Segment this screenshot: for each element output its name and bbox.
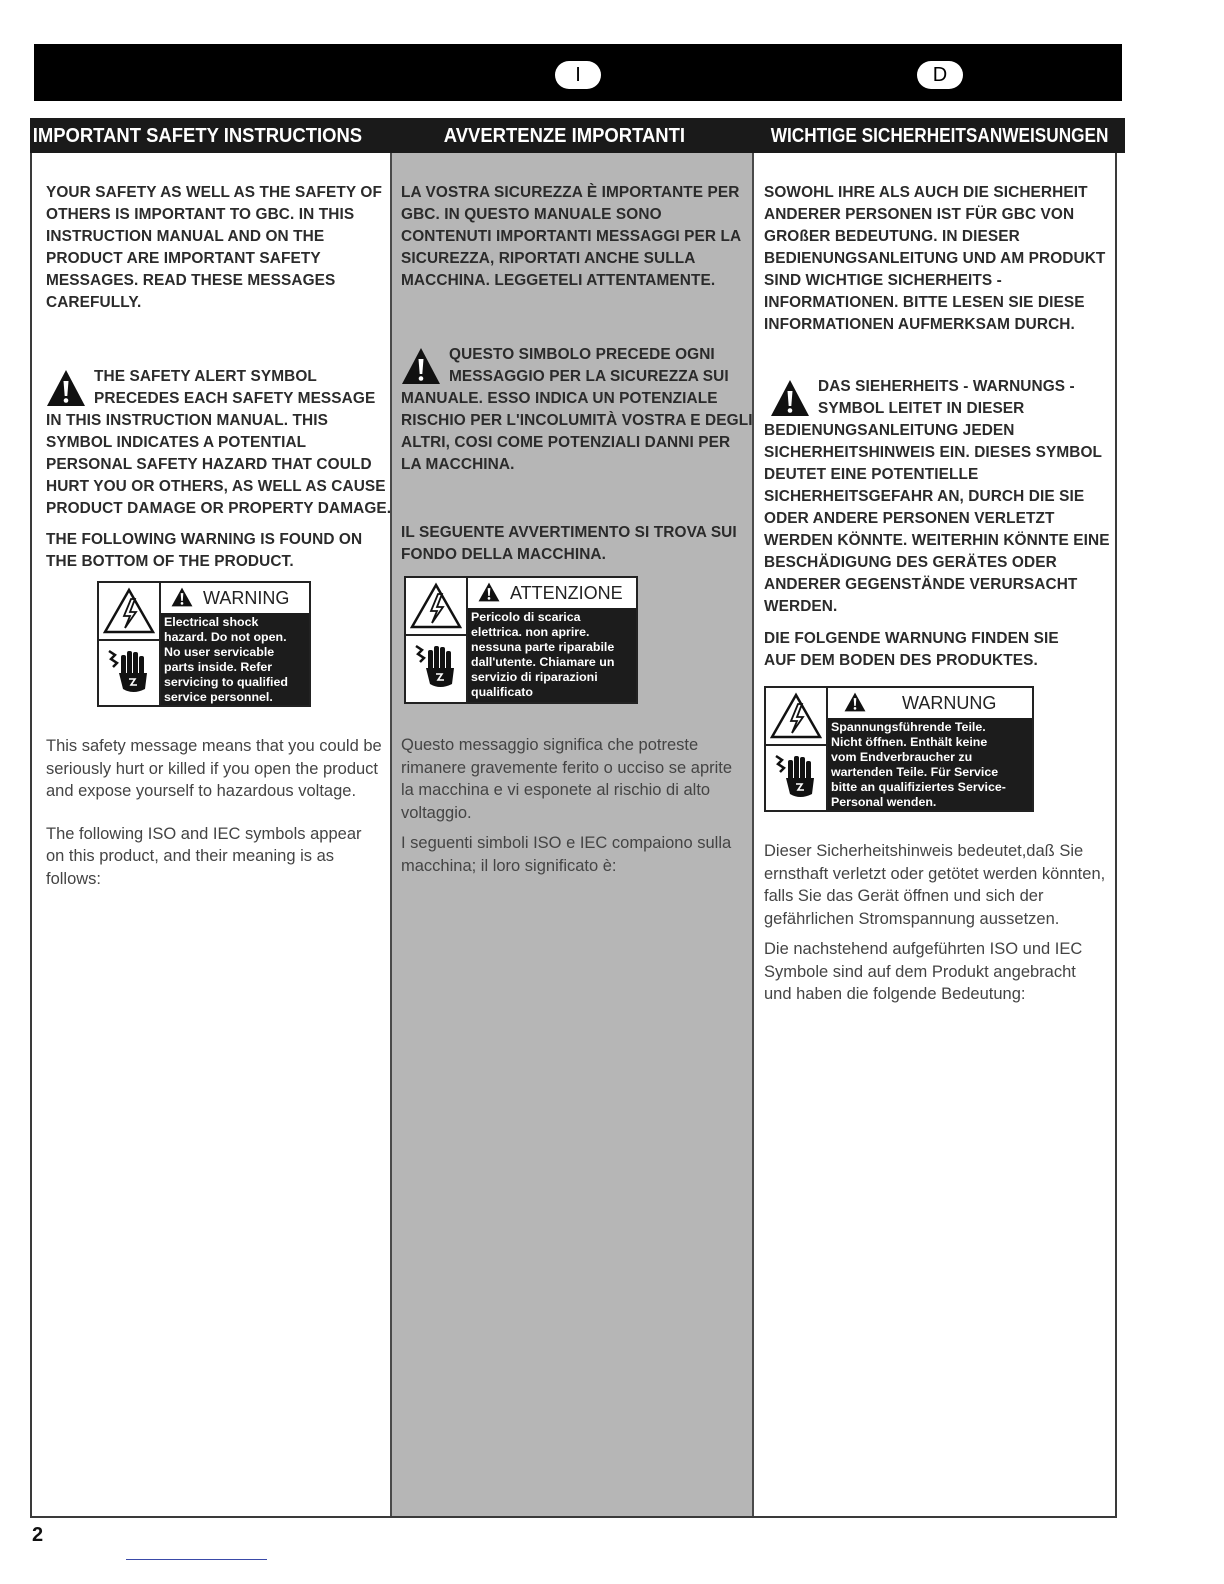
header-german: WICHTIGE SICHERHEITSANWEISUNGEN (770, 124, 1109, 147)
warning-line: parts inside. Refer (164, 660, 273, 674)
warning-title-text: ATTENZIONE (510, 583, 623, 603)
warning-title (161, 583, 309, 613)
warning-triangle-icon (844, 692, 866, 712)
hand-shock-icon (414, 640, 460, 692)
electric-shock-icon (103, 587, 155, 635)
italian-intro: LA VOSTRA SICUREZZA È IMPORTANTE PER GBC. IN QUESTO MANUALE SONO CONTENUTI IMPORTANTI MESSAGGI PER LA SICUREZZA, RIPORTATI ANCHE SULLA MACCHINA. LEGGETELI ATTENTAMENTE. (401, 184, 741, 289)
warning-message (828, 718, 1032, 810)
warning-triangle-icon (478, 582, 500, 602)
electric-shock-icon (410, 582, 462, 630)
warning-line: Nicht öffnen. Enthält keine (831, 735, 988, 749)
warning-line: Pericolo di scarica (471, 610, 581, 624)
warning-line: servizio di riparazioni (471, 670, 598, 684)
language-badge-german: D (917, 61, 963, 89)
language-badge-italian: I (555, 61, 601, 89)
hand-shock-icon (107, 645, 153, 697)
italian-alert-paragraph (401, 344, 753, 476)
warning-line: service personnel. (164, 690, 273, 704)
warning-line: bitte an qualifiziertes Service- (831, 780, 1006, 794)
warning-line: Electrical shock (164, 615, 259, 629)
english-alert-text: THE SAFETY ALERT SYMBOL PRECEDES EACH SAFETY MESSAGE IN THIS INSTRUCTION MANUAL. THIS SYMBOL INDICATES A POTENTIAL PERSONAL SAFETY HAZARD THAT COULD HURT YOU OR OTHERS, AS WELL AS CAUSE PRODUCT DAMAGE OR PROPERTY DAMAGE. (46, 368, 392, 517)
english-symbols-text: The following ISO and IEC symbols appear on this product, and their meaning is as follows: (46, 824, 362, 888)
german-alert-text: DAS SIEHERHEITS - WARNUNGS - SYMBOL LEITET IN DIESER BEDIENUNGSANLEITUNG JEDEN SICHERHEITSHINWEIS EIN. DIESES SYMBOL DEUTET EINE POTENTIELLE SICHERHEITSGEFAHR AN, DURCH DIE SIE ODER ANDERE PERSONEN VERLETZT WERDEN KÖNNTE. WEITERHIN KÖNNTE EINE BESCHÄDIGUNG DES GERÄTES ODER ANDERER GEGENSTÄNDE VERURSACHT WERDEN. (764, 378, 1110, 615)
warning-title (828, 688, 1032, 718)
warning-title (468, 578, 636, 608)
warning-line: qualificato (471, 685, 533, 699)
header-italian: AVVERTENZE IMPORTANTI (443, 124, 686, 147)
safety-alert-icon (770, 378, 810, 418)
warning-icons (766, 688, 828, 810)
hand-shock-icon (774, 750, 820, 802)
safety-alert-icon (46, 368, 86, 408)
warning-line: vom Endverbraucher zu (831, 750, 973, 764)
warning-icons (99, 583, 161, 705)
italian-meaning-text: Questo messaggio significa che potreste rimanere gravemente ferito o ucciso se aprite la macchina e vi esponete al rischio di alto voltaggio. (401, 736, 733, 822)
warning-title-text: WARNING (203, 588, 290, 608)
warning-line: dall'utente. Chiamare un (471, 655, 615, 669)
german-intro: SOWOHL IHRE ALS AUCH DIE SICHERHEIT ANDERER PERSONEN IST FÜR GBC VON GROßER BEDEUTUNG. IN DIESER BEDIENUNGSANLEITUNG UND AM PRODUKT SIND WICHTIGE SICHERHEITS - INFORMATIONEN. BITTE LESEN SIE DIESE INFORMATIONEN AUFMERKSAM DURCH. (764, 184, 1106, 333)
italian-following-text: IL SEGUENTE AVVERTIMENTO SI TROVA SUI FONDO DELLA MACCHINA. (401, 524, 737, 563)
warning-line: servicing to qualified (164, 675, 288, 689)
english-alert-paragraph (46, 366, 392, 520)
safety-alert-icon (401, 346, 441, 386)
german-symbols-text: Die nachstehend aufgeführten ISO und IEC Symbole sind auf dem Produkt angebracht und haben die folgende Bedeutung: (764, 940, 1083, 1003)
warning-line: wartenden Teile. Für Service (831, 765, 999, 779)
warning-message (468, 608, 636, 702)
english-intro: YOUR SAFETY AS WELL AS THE SAFETY OF OTHERS IS IMPORTANT TO GBC. IN THIS INSTRUCTION MANUAL AND ON THE PRODUCT ARE IMPORTANT SAFETY MESSAGES. READ THESE MESSAGES CAREFULLY. (46, 184, 382, 311)
german-warning-label (764, 686, 1034, 812)
warning-line: nessuna parte riparabile (471, 640, 615, 654)
english-following-text: THE FOLLOWING WARNING IS FOUND ON THE BOTTOM OF THE PRODUCT. (46, 531, 363, 570)
german-meaning-text: Dieser Sicherheitshinweis bedeutet,daß Sie ernsthaft verletzt oder getötet werden könnten, falls Sie das Gerät öffnen und sich der gefährlichen Stromspannung aussetzen. (764, 842, 1106, 928)
warning-title-text: WARNUNG (902, 693, 997, 713)
warning-line: hazard. Do not open. (164, 630, 287, 644)
footer-line (126, 1559, 267, 1560)
english-meaning-text: This safety message means that you could be seriously hurt or killed if you open the product and expose yourself to hazardous voltage. (46, 737, 382, 800)
english-warning-label (97, 581, 311, 707)
warning-icons (406, 578, 468, 702)
italian-column (401, 182, 753, 877)
english-column (46, 182, 392, 890)
section-headers (30, 118, 1125, 153)
header-english: IMPORTANT SAFETY INSTRUCTIONS (32, 124, 363, 147)
german-alert-paragraph (764, 376, 1114, 618)
warning-triangle-icon (171, 587, 193, 607)
top-bar (34, 44, 1122, 101)
warning-message (161, 613, 309, 705)
german-column (764, 182, 1114, 1006)
warning-line: Personal wenden. (831, 795, 937, 809)
italian-symbols-text: I seguenti simboli ISO e IEC compaiono sulla macchina; il loro significato è: (401, 834, 732, 875)
electric-shock-icon (770, 692, 822, 740)
warning-line: Spannungsführende Teile. (831, 720, 986, 734)
german-following-text: DIE FOLGENDE WARNUNG FINDEN SIE AUF DEM BODEN DES PRODUKTES. (764, 630, 1059, 669)
page-number: 2 (32, 1524, 44, 1546)
italian-warning-label (404, 576, 638, 704)
warning-line: No user servicable (164, 645, 275, 659)
italian-alert-text: QUESTO SIMBOLO PRECEDE OGNI MESSAGGIO PER LA SICUREZZA SUI MANUALE. ESSO INDICA UN POTENZIALE RISCHIO PER L'INCOLUMITÀ VOSTRA E DEGLI ALTRI, COSI COME POTENZIALI DANNI PER LA MACCHINA. (401, 346, 753, 473)
warning-line: elettrica. non aprire. (471, 625, 590, 639)
